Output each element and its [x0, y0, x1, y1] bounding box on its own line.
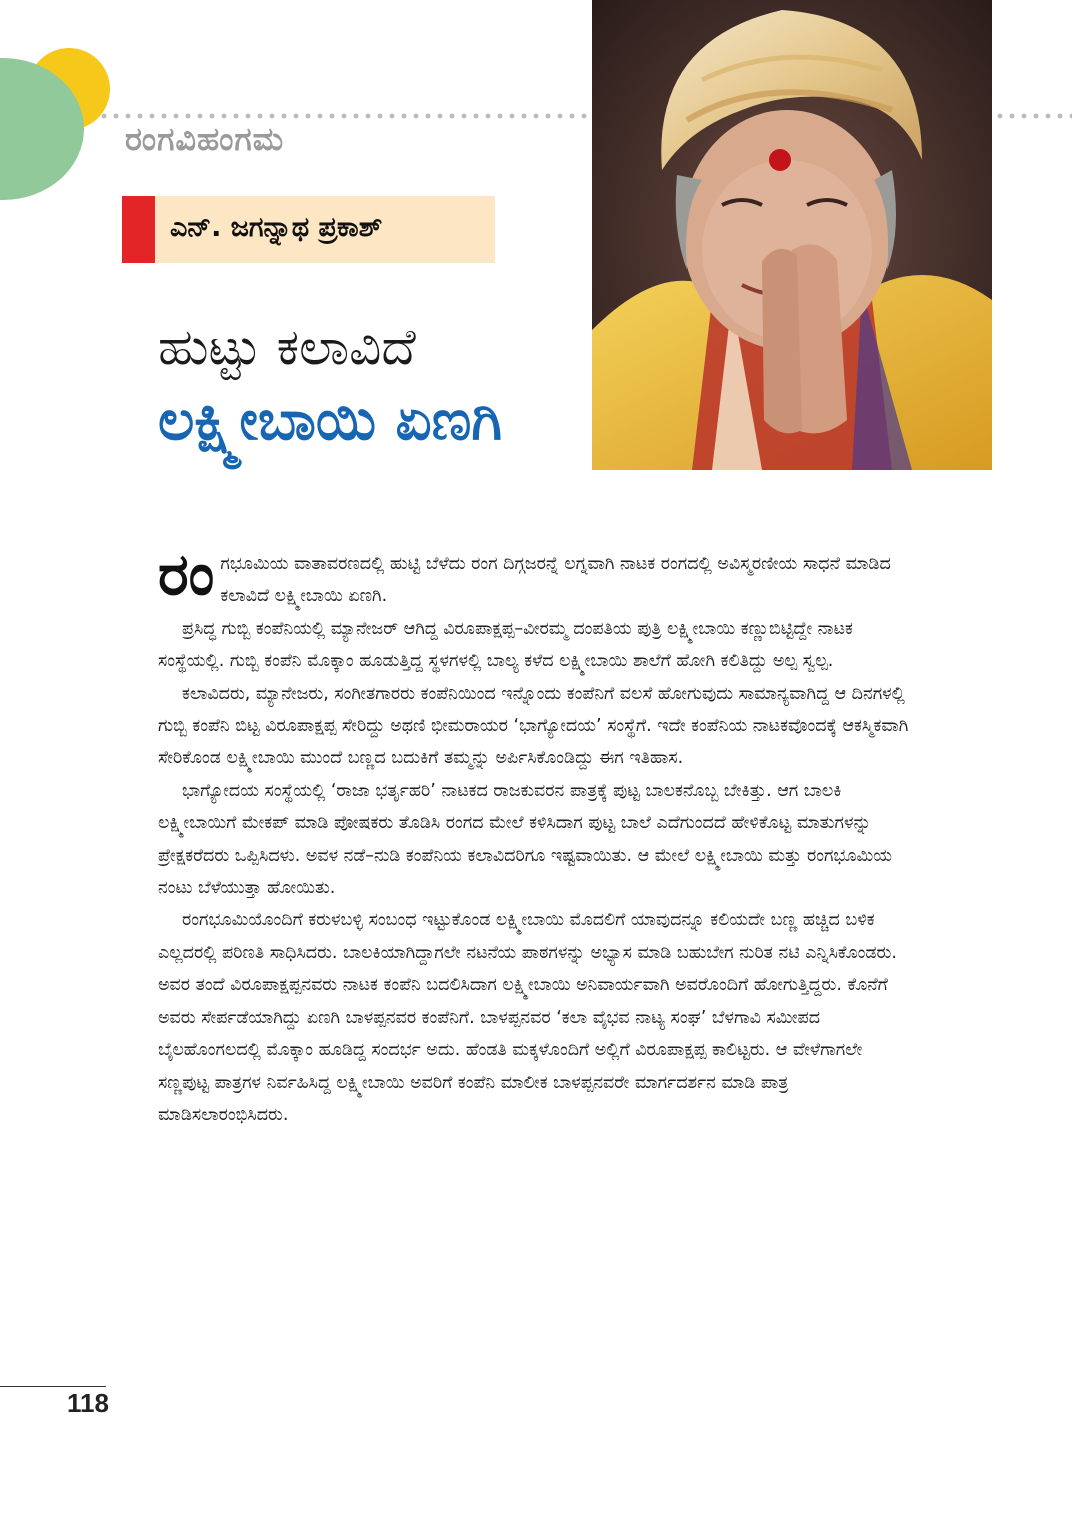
page-number: 118	[67, 1388, 109, 1418]
author-accent-bar	[122, 196, 155, 263]
section-label: ರಂಗವಿಹಂಗಮ	[125, 120, 285, 158]
paragraph-text: ಗಭೂಮಿಯ ವಾತಾವರಣದಲ್ಲಿ ಹುಟ್ಟಿ ಬೆಳೆದು ರಂಗ ದಿಗ್ಗಜರನ್ನೆ ಲಗ್ನವಾಗಿ ನಾಟಕ ರಂಗದಲ್ಲಿ ಅವಿಸ್ಮರಣೀಯ ಸಾಧನೆ ಮಾಡಿದ ಕಲಾವಿದೆ ಲಕ್ಷ್ಮೀಬಾಯಿ ಏಣಗಿ.	[220, 554, 891, 607]
dotted-rule-right	[994, 112, 1072, 120]
dotted-rule-left	[98, 112, 592, 120]
article-paragraph: ಕಲಾವಿದರು, ಮ್ಯಾನೇಜರು, ಸಂಗೀತಗಾರರು ಕಂಪೆನಿಯಿಂದ ಇನ್ನೊಂದು ಕಂಪೆನಿಗೆ ವಲಸೆ ಹೋಗುವುದು ಸಾಮಾನ್ಯವಾಗಿದ್ದ ಆ ದಿನಗಳಲ್ಲಿ ಗುಬ್ಬಿ ಕಂಪೆನಿ ಬಿಟ್ಟ ವಿರೂಪಾಕ್ಷಪ್ಪ ಸೇರಿದ್ದು ಅಥಣಿ ಭೀಮರಾಯರ ‘ಭಾಗ್ಯೋದಯ’ ಸಂಸ್ಥೆಗೆ. ಇದೇ ಕಂಪೆನಿಯ ನಾಟಕವೊಂದಕ್ಕೆ ಆಕಸ್ಮಿಕವಾಗಿ ಸೇರಿಕೊಂಡ ಲಕ್ಷ್ಮೀಬಾಯಿ ಮುಂದೆ ಬಣ್ಣದ ಬದುಕಿಗೆ ತಮ್ಮನ್ನು ಅರ್ಪಿಸಿಕೊಂಡಿದ್ದು ಈಗ ಇತಿಹಾಸ.	[158, 683, 909, 769]
article-paragraph	[158, 540, 910, 613]
article-body	[158, 540, 910, 1131]
author-name: ಎನ್‌. ಜಗನ್ನಾಥ ಪ್ರಕಾಶ್‌	[170, 212, 383, 243]
author-byline	[122, 196, 495, 263]
article-paragraph: ಪ್ರಸಿದ್ಧ ಗುಬ್ಬಿ ಕಂಪೆನಿಯಲ್ಲಿ ಮ್ಯಾನೇಜರ್‌ ಆಗಿದ್ದ ವಿರೂಪಾಕ್ಷಪ್ಪ–ವೀರಮ್ಮ ದಂಪತಿಯ ಪುತ್ರಿ ಲಕ್ಷ್ಮೀಬಾಯಿ ಕಣ್ಣುಬಿಟ್ಟಿದ್ದೇ ನಾಟಕ ಸಂಸ್ಥೆಯಲ್ಲಿ. ಗುಬ್ಬಿ ಕಂಪೆನಿ ಮೊಕ್ಕಾಂ ಹೂಡುತ್ತಿದ್ದ ಸ್ಥಳಗಳಲ್ಲಿ ಬಾಲ್ಯ ಕಳೆದ ಲಕ್ಷ್ಮೀಬಾಯಿ ಶಾಲೆಗೆ ಹೋಗಿ ಕಲಿತಿದ್ದು ಅಲ್ಪ ಸ್ವಲ್ಪ.	[158, 618, 853, 672]
portrait-photo	[592, 0, 992, 470]
page-number-rule	[0, 1386, 106, 1387]
article-paragraph: ಭಾಗ್ಯೋದಯ ಸಂಸ್ಥೆಯಲ್ಲಿ ‘ರಾಜಾ ಭರ್ತೃಹರಿ’ ನಾಟಕದ ರಾಜಕುವರನ ಪಾತ್ರಕ್ಕೆ ಪುಟ್ಟ ಬಾಲಕನೊಬ್ಬ ಬೇಕಿತ್ತು. ಆಗ ಬಾಲಕಿ ಲಕ್ಷ್ಮೀಬಾಯಿಗೆ ಮೇಕಪ್‌ ಮಾಡಿ ಪೋಷಕರು ತೊಡಿಸಿ ರಂಗದ ಮೇಲೆ ಕಳಿಸಿದಾಗ ಪುಟ್ಟ ಬಾಲೆ ಎದೆಗುಂದದೆ ಹೇಳಿಕೊಟ್ಟ ಮಾತುಗಳನ್ನು ಪ್ರೇಕ್ಷಕರೆದರು ಒಪ್ಪಿಸಿದಳು. ಅವಳ ನಡೆ–ನುಡಿ ಕಂಪೆನಿಯ ಕಲಾವಿದರಿಗೂ ಇಷ್ಟವಾಯಿತು. ಆ ಮೇಲೆ ಲಕ್ಷ್ಮೀಬಾಯಿ ಮತ್ತು ರಂಗಭೂಮಿಯ ನಂಟು ಬೆಳೆಯುತ್ತಾ ಹೋಯಿತು.	[158, 780, 893, 899]
article-paragraph: ರಂಗಭೂಮಿಯೊಂದಿಗೆ ಕರುಳಬಳ್ಳಿ ಸಂಬಂಧ ಇಟ್ಟುಕೊಂಡ ಲಕ್ಷ್ಮೀಬಾಯಿ ಮೊದಲಿಗೆ ಯಾವುದನ್ನೂ ಕಲಿಯದೇ ಬಣ್ಣ ಹಚ್ಚಿದ ಬಳಿಕ ಎಲ್ಲದರಲ್ಲಿ ಪರಿಣತಿ ಸಾಧಿಸಿದರು. ಬಾಲಕಿಯಾಗಿದ್ದಾಗಲೇ ನಟನೆಯ ಪಾಠಗಳನ್ನು ಅಭ್ಯಾಸ ಮಾಡಿ ಬಹುಬೇಗ ನುರಿತ ನಟಿ ಎನ್ನಿಸಿಕೊಂಡರು. ಅವರ ತಂದೆ ವಿರೂಪಾಕ್ಷಪ್ಪನವರು ನಾಟಕ ಕಂಪೆನಿ ಬದಲಿಸಿದಾಗ ಲಕ್ಷ್ಮೀಬಾಯಿ ಅನಿವಾರ್ಯವಾಗಿ ಅವರೊಂದಿಗೆ ಹೋಗುತ್ತಿದ್ದರು. ಕೊನೆಗೆ ಅವರು ಸೇರ್ಪಡೆಯಾಗಿದ್ದು ಏಣಗಿ ಬಾಳಪ್ಪನವರ ಕಂಪೆನಿಗೆ. ಬಾಳಪ್ಪನವರ ‘ಕಲಾ ವೈಭವ ನಾಟ್ಯ ಸಂಘ’ ಬೆಳಗಾವಿ ಸಮೀಪದ ಬೈಲಹೊಂಗಲದಲ್ಲಿ ಮೊಕ್ಕಾಂ ಹೂಡಿದ್ದ ಸಂದರ್ಭ ಅದು. ಹೆಂಡತಿ ಮಕ್ಕಳೊಂದಿಗೆ ಅಲ್ಲಿಗೆ ವಿರೂಪಾಕ್ಷಪ್ಪ ಕಾಲಿಟ್ಟರು. ಆ ವೇಳೆಗಾಗಲೇ ಸಣ್ಣಪುಟ್ಟ ಪಾತ್ರಗಳ ನಿರ್ವಹಿಸಿದ್ದ ಲಕ್ಷ್ಮೀಬಾಯಿ ಅವರಿಗೆ ಕಂಪೆನಿ ಮಾಲೀಕ ಬಾಳಪ್ಪನವರೇ ಮಾರ್ಗದರ್ಶನ ಮಾಡಿ ಪಾತ್ರ ಮಾಡಿಸಲಾರಂಭಿಸಿದರು.	[158, 910, 897, 1125]
headline-line-1: ಹುಟ್ಟು ಕಲಾವಿದೆ	[158, 318, 416, 376]
drop-cap: ರಂ	[158, 540, 215, 608]
headline-line-2: ಲಕ್ಷ್ಮೀಬಾಯಿ ಏಣಗಿ	[158, 388, 503, 453]
